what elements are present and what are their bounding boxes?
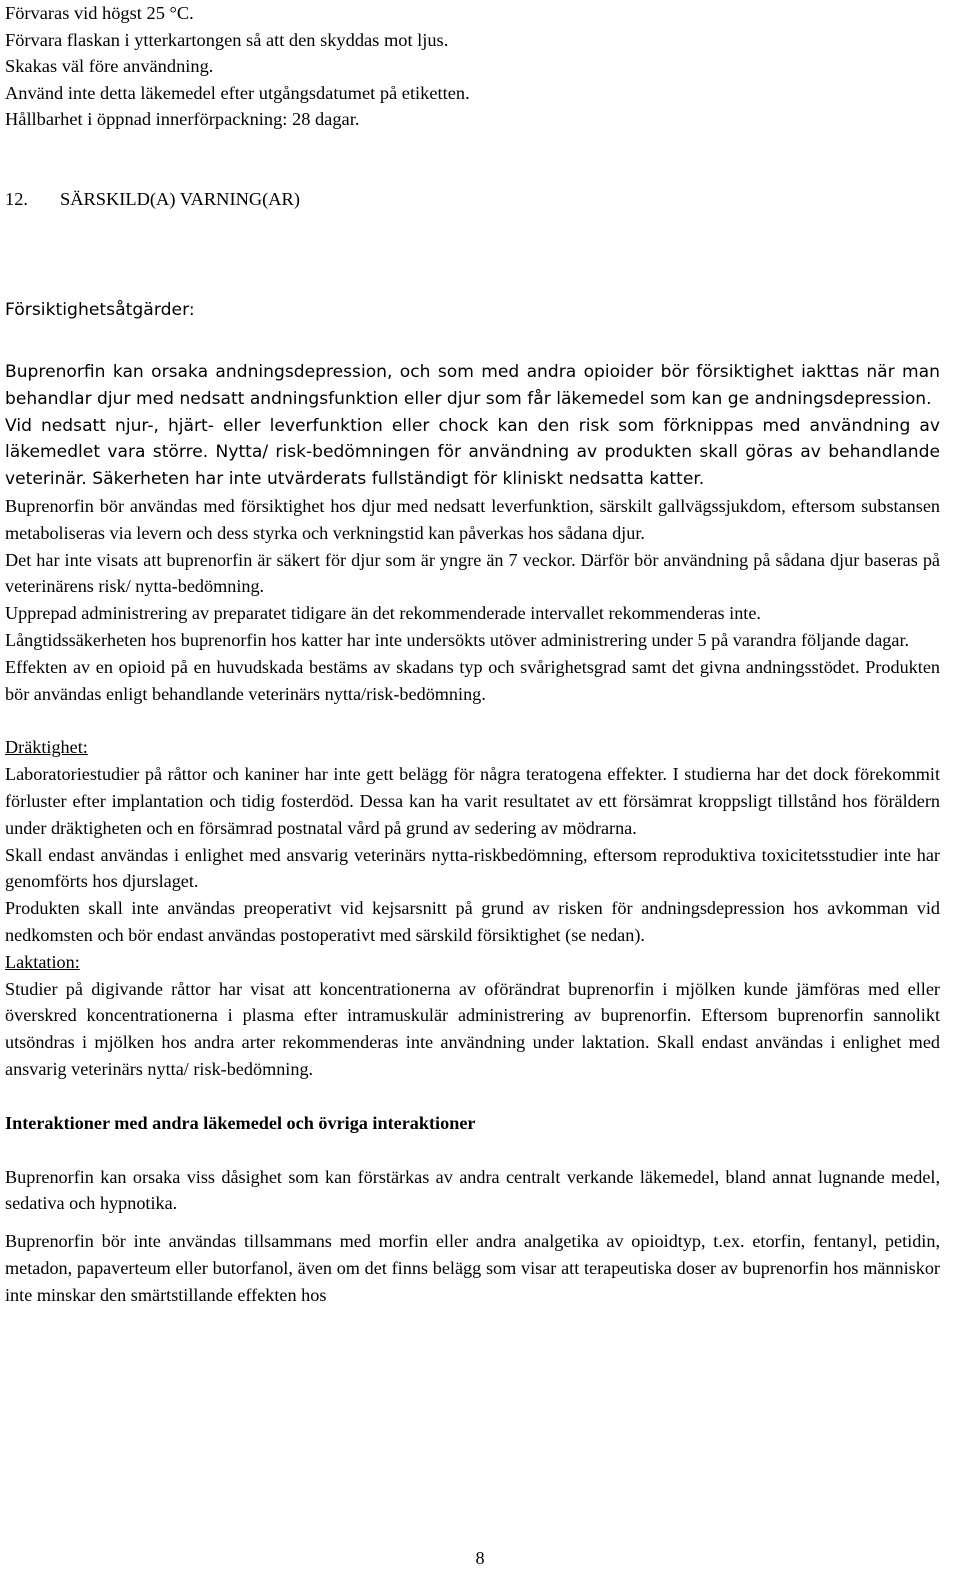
interactions-heading: Interaktioner med andra läkemedel och övriga interaktioner bbox=[5, 1112, 476, 1133]
storage-line: Skakas väl före användning. bbox=[5, 56, 214, 76]
paragraph: Långtidssäkerheten hos buprenorfin hos katter har inte undersökts utöver administrering under 5 på varandra följande dagar. bbox=[5, 629, 910, 650]
storage-line: Använd inte detta läkemedel efter utgångsdatumet på etiketten. bbox=[5, 82, 470, 103]
precautions-heading: Försiktighetsåtgärder: bbox=[5, 300, 195, 320]
paragraph: Produkten skall inte användas preoperativt vid kejsarsnitt på grund av risken för andningsdepression hos avkomman vid nedkomsten och bör endast användas postoperativt med särskild försiktighet (se nedan). bbox=[5, 898, 940, 945]
lactation-heading: Laktation: bbox=[5, 951, 80, 972]
storage-line: Förvara flaskan i ytterkartongen så att den skyddas mot ljus. bbox=[5, 29, 449, 50]
document-page bbox=[5, 0, 940, 1305]
paragraph: Buprenorfin bör inte användas tillsammans med morfin eller andra analgetika av opioidtyp, t.ex. etorfin, fentanyl, petidin, metadon, papaverteum eller butorfanol, även om det finns belägg som visar att terapeutiska doser av buprenorfin hos människor inte minskar den smärtstillande effekten hos bbox=[5, 1231, 940, 1305]
spacer bbox=[5, 1137, 940, 1164]
paragraph: Skall endast användas i enlighet med ansvarig veterinärs nytta-riskbedömning, eftersom reproduktiva toxicitetsstudier inte har genomförts hos djurslaget. bbox=[5, 844, 940, 892]
paragraph: Det har inte visats att buprenorfin är säkert för djur som är yngre än 7 veckor. Därför bör användning på sådana djur baseras på veterinärens risk/ nytta-bedömning. bbox=[5, 549, 940, 597]
section-number: 12. bbox=[5, 189, 28, 209]
storage-line: Förvaras vid högst 25 °C. bbox=[5, 3, 194, 23]
paragraph: Buprenorfin kan orsaka andningsdepression, och som med andra opioider bör försiktighet iakttas när man behandlar djur med nedsatt andningsfunktion eller djur som får läkemedel som kan ge andningsdepression. bbox=[5, 362, 940, 409]
section-heading bbox=[5, 186, 300, 213]
spacer bbox=[5, 1083, 940, 1110]
paragraph: Upprepad administrering av preparatet tidigare än det rekommenderade intervallet rekommenderas inte. bbox=[5, 603, 761, 624]
paragraph: Studier på digivande råttor har visat att koncentrationerna av oförändrat buprenorfin i mjölken kunde jämföras med eller överskred koncentrationerna i plasma efter intramuskulär administrering av buprenorfin. Eftersom buprenorfin sannolikt utsöndras i mjölken hos andra arter rekommenderas inte användning under laktation. Skall endast användas i enlighet med ansvarig veterinärs nytta/ risk-bedömning. bbox=[5, 978, 940, 1079]
paragraph: Buprenorfin kan orsaka viss dåsighet som kan förstärkas av andra centralt verkande läkemedel, bland annat lugnande medel, sedativa och hypnotika. bbox=[5, 1166, 940, 1214]
paragraph: Buprenorfin bör användas med försiktighet hos djur med nedsatt leverfunktion, särskilt gallvägssjukdom, eftersom substansen metaboliseras via levern och dess styrka och verkningstid kan påverkas hos sådana djur. bbox=[5, 495, 940, 543]
spacer bbox=[5, 1217, 940, 1228]
pregnancy-heading: Dräktighet: bbox=[5, 737, 88, 758]
section-body bbox=[5, 359, 940, 1309]
spacer bbox=[5, 707, 940, 734]
storage-instructions bbox=[5, 0, 940, 133]
storage-line: Hållbarhet i öppnad innerförpackning: 28 dagar. bbox=[5, 109, 360, 129]
page-number: 8 bbox=[475, 1548, 485, 1568]
section-title: SÄRSKILD(A) VARNING(AR) bbox=[60, 189, 300, 209]
paragraph: Laboratoriestudier på råttor och kaniner har inte gett belägg för några teratogena effekter. I studierna har det dock förekommit förluster efter implantation och tidig fosterdöd. Dessa kan ha varit resultatet av ett försämrat kroppsligt tillstånd hos föräldern under dräktigheten och en försämrad postnatal vård på grund av sedering av mödrarna. bbox=[5, 764, 940, 838]
paragraph: Vid nedsatt njur-, hjärt- eller leverfunktion eller chock kan den risk som förknippas med användning av läkemedlet vara större. Nytta/ risk-bedömningen för användning av produkten skall göras av behandlande veterinär. Säkerheten har inte utvärderats fullständigt för kliniskt nedsatta katter. bbox=[5, 415, 940, 490]
paragraph: Effekten av en opioid på en huvudskada bestäms av skadans typ och svårighetsgrad samt det givna andningsstödet. Produkten bör användas enligt behandlande veterinärs nytta/risk-bedömning. bbox=[5, 656, 940, 704]
